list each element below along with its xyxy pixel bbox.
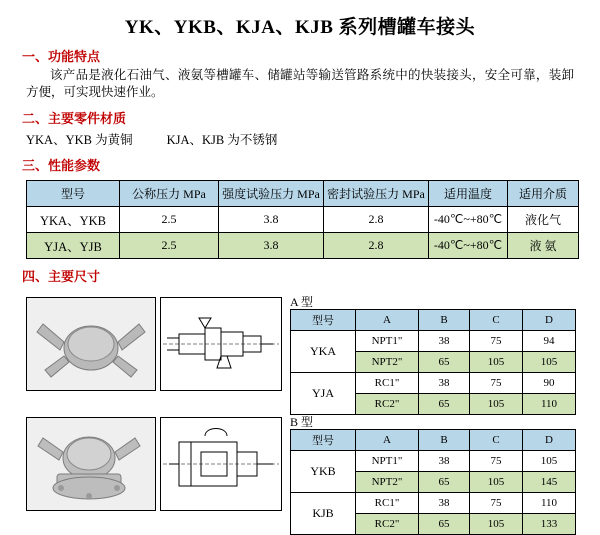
table-header-row: [291, 430, 576, 451]
table-row: [291, 373, 576, 394]
cell-d: 110: [523, 493, 576, 514]
cell-a: NPT2": [356, 472, 419, 493]
table-row: [27, 233, 579, 259]
cell-a: RC1": [356, 373, 419, 394]
col-nominal-pressure: 公称压力 MPa: [120, 181, 219, 207]
cell-temp: -40℃~+80℃: [429, 207, 508, 233]
col-strength-pressure: 强度试验压力 MPa: [219, 181, 324, 207]
cell-medium: 液化气: [508, 207, 579, 233]
page-title: YK、YKB、KJA、KJB 系列槽罐车接头: [124, 17, 476, 38]
cell-nominal: 2.5: [120, 207, 219, 233]
cell-c: 75: [470, 373, 523, 394]
product-photo-a: [26, 297, 156, 391]
section-heading-material: 二、主要零件材质: [22, 111, 127, 126]
cell-strength: 3.8: [219, 233, 324, 259]
cell-b: 38: [419, 451, 470, 472]
cell-b: 38: [419, 331, 470, 352]
cell-c: 105: [470, 394, 523, 415]
cell-model: KJB: [291, 493, 356, 535]
col-b: B: [419, 430, 470, 451]
cell-strength: 3.8: [219, 207, 324, 233]
cell-d: 110: [523, 394, 576, 415]
cell-a: RC2": [356, 394, 419, 415]
cell-seal: 2.8: [324, 233, 429, 259]
col-temperature: 适用温度: [429, 181, 508, 207]
product-photo-b: [26, 417, 156, 511]
cell-medium: 液 氨: [508, 233, 579, 259]
cell-a: NPT2": [356, 352, 419, 373]
col-a: A: [356, 310, 419, 331]
col-model: 型号: [291, 310, 356, 331]
cell-c: 75: [470, 493, 523, 514]
table-row: [291, 331, 576, 352]
cell-d: 145: [523, 472, 576, 493]
cell-d: 90: [523, 373, 576, 394]
cell-d: 105: [523, 451, 576, 472]
col-model: 型号: [27, 181, 120, 207]
cell-seal: 2.8: [324, 207, 429, 233]
cell-a: RC2": [356, 514, 419, 535]
document-page: [0, 12, 600, 528]
cell-a: RC1": [356, 493, 419, 514]
cell-c: 105: [470, 352, 523, 373]
col-b: B: [419, 310, 470, 331]
features-text: 该产品是液化石油气、液氨等槽罐车、储罐站等输送管路系统中的快装接头，安全可靠，装卸方便，可实现快速作业。: [26, 68, 574, 99]
cell-a: NPT1": [356, 331, 419, 352]
section-heading-features: 一、功能特点: [22, 49, 101, 64]
cell-b: 38: [419, 493, 470, 514]
dimension-table-b: [290, 429, 576, 535]
section-heading-dimensions: 四、主要尺寸: [22, 269, 101, 284]
col-c: C: [470, 430, 523, 451]
cell-model: YKA、YKB: [27, 207, 120, 233]
material-left: YKA、YKB 为黄铜: [26, 133, 133, 147]
table-header-row: [291, 310, 576, 331]
table-header-row: [27, 181, 579, 207]
table-row: [291, 493, 576, 514]
col-c: C: [470, 310, 523, 331]
cell-d: 105: [523, 352, 576, 373]
cell-model: YKB: [291, 451, 356, 493]
cell-model: YJA: [291, 373, 356, 415]
cell-model: YKA: [291, 331, 356, 373]
col-medium: 适用介质: [508, 181, 579, 207]
cell-b: 38: [419, 373, 470, 394]
product-drawing-a: [160, 297, 282, 391]
cell-d: 133: [523, 514, 576, 535]
cell-c: 105: [470, 514, 523, 535]
cell-b: 65: [419, 394, 470, 415]
material-right: KJA、KJB 为不锈钢: [166, 133, 278, 147]
section-heading-performance: 三、性能参数: [22, 158, 101, 173]
cell-a: NPT1": [356, 451, 419, 472]
table-row: [291, 451, 576, 472]
type-label-b: B 型: [290, 415, 314, 429]
table-row: [27, 207, 579, 233]
cell-b: 65: [419, 514, 470, 535]
cell-model: YJA、YJB: [27, 233, 120, 259]
cell-d: 94: [523, 331, 576, 352]
cell-b: 65: [419, 472, 470, 493]
col-d: D: [523, 430, 576, 451]
cell-c: 75: [470, 451, 523, 472]
product-drawing-b: [160, 417, 282, 511]
cell-nominal: 2.5: [120, 233, 219, 259]
cell-b: 65: [419, 352, 470, 373]
cell-temp: -40℃~+80℃: [429, 233, 508, 259]
col-model: 型号: [291, 430, 356, 451]
col-a: A: [356, 430, 419, 451]
type-label-a: A 型: [290, 295, 314, 309]
dimensions-section: [0, 293, 600, 530]
cell-c: 75: [470, 331, 523, 352]
performance-table: [26, 180, 579, 259]
material-line: [26, 130, 600, 148]
col-seal-pressure: 密封试验压力 MPa: [324, 181, 429, 207]
col-d: D: [523, 310, 576, 331]
cell-c: 105: [470, 472, 523, 493]
dimension-table-a: [290, 309, 576, 415]
